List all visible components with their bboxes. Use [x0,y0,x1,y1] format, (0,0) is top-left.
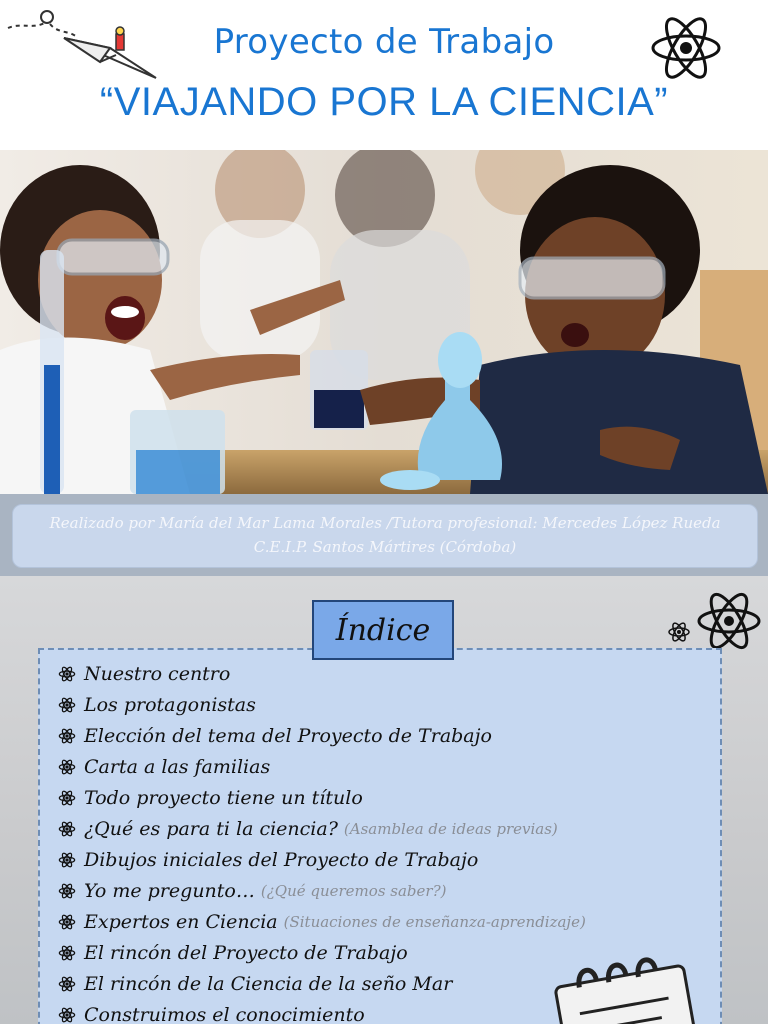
index-item [58,906,586,937]
index-item-text: Todo proyecto tiene un título [84,786,363,809]
atom-bullet-icon [58,789,76,807]
index-section [0,576,768,1024]
credits-band [0,494,768,576]
atom-bullet-icon [58,665,76,683]
index-item-text: Dibujos iniciales del Proyecto de Trabajo [84,848,479,871]
index-item [58,751,586,782]
index-item-note: (Asamblea de ideas previas) [343,819,558,838]
index-item [58,689,586,720]
header [0,0,768,150]
index-item-text: Expertos en Ciencia [84,910,278,933]
credits-author: Realizado por María del Mar Lama Morales /Tutora profesional: Mercedes López Rueda [49,514,721,532]
atom-bullet-icon [58,758,76,776]
atom-icon [694,586,764,656]
index-item [58,968,586,999]
atom-bullet-icon [58,820,76,838]
atom-bullet-icon [58,882,76,900]
index-item-text: El rincón del Proyecto de Trabajo [84,941,408,964]
index-title: Índice [312,600,454,660]
atom-icon [667,620,691,644]
index-item-text: Nuestro centro [84,662,231,685]
notepad-icon [548,954,698,1024]
index-item [58,720,586,751]
science-photo [0,150,768,494]
index-item-note: (¿Qué queremos saber?) [260,881,447,900]
index-item-text: ¿Qué es para ti la ciencia? [84,817,338,840]
atom-bullet-icon [58,727,76,745]
project-subtitle: “VIAJANDO POR LA CIENCIA” [99,80,669,124]
project-title: Proyecto de Trabajo [213,22,555,62]
index-item-text: Carta a las familias [84,755,271,778]
index-item [58,937,586,968]
index-item [58,875,586,906]
index-item-note: (Situaciones de enseñanza-aprendizaje) [283,912,586,931]
index-item [58,844,586,875]
index-item-text: Los protagonistas [84,693,256,716]
atom-bullet-icon [58,975,76,993]
index-list [58,658,586,1024]
atom-bullet-icon [58,913,76,931]
index-item-text: El rincón de la Ciencia de la seño Mar [84,972,453,995]
index-item [58,813,586,844]
atom-bullet-icon [58,1006,76,1024]
index-item-text: Construimos el conocimiento [84,1003,365,1024]
index-item [58,782,586,813]
index-item-text: Yo me pregunto… [84,879,255,902]
credits-box [12,504,758,568]
atom-bullet-icon [58,851,76,869]
credits-school: C.E.I.P. Santos Mártires (Córdoba) [253,538,517,556]
index-item [58,658,586,689]
atom-bullet-icon [58,696,76,714]
atom-icon [648,10,724,86]
index-item [58,999,586,1024]
index-item-text: Elección del tema del Proyecto de Trabajo [84,724,492,747]
atom-bullet-icon [58,944,76,962]
children-science-lab-illustration [0,150,768,494]
